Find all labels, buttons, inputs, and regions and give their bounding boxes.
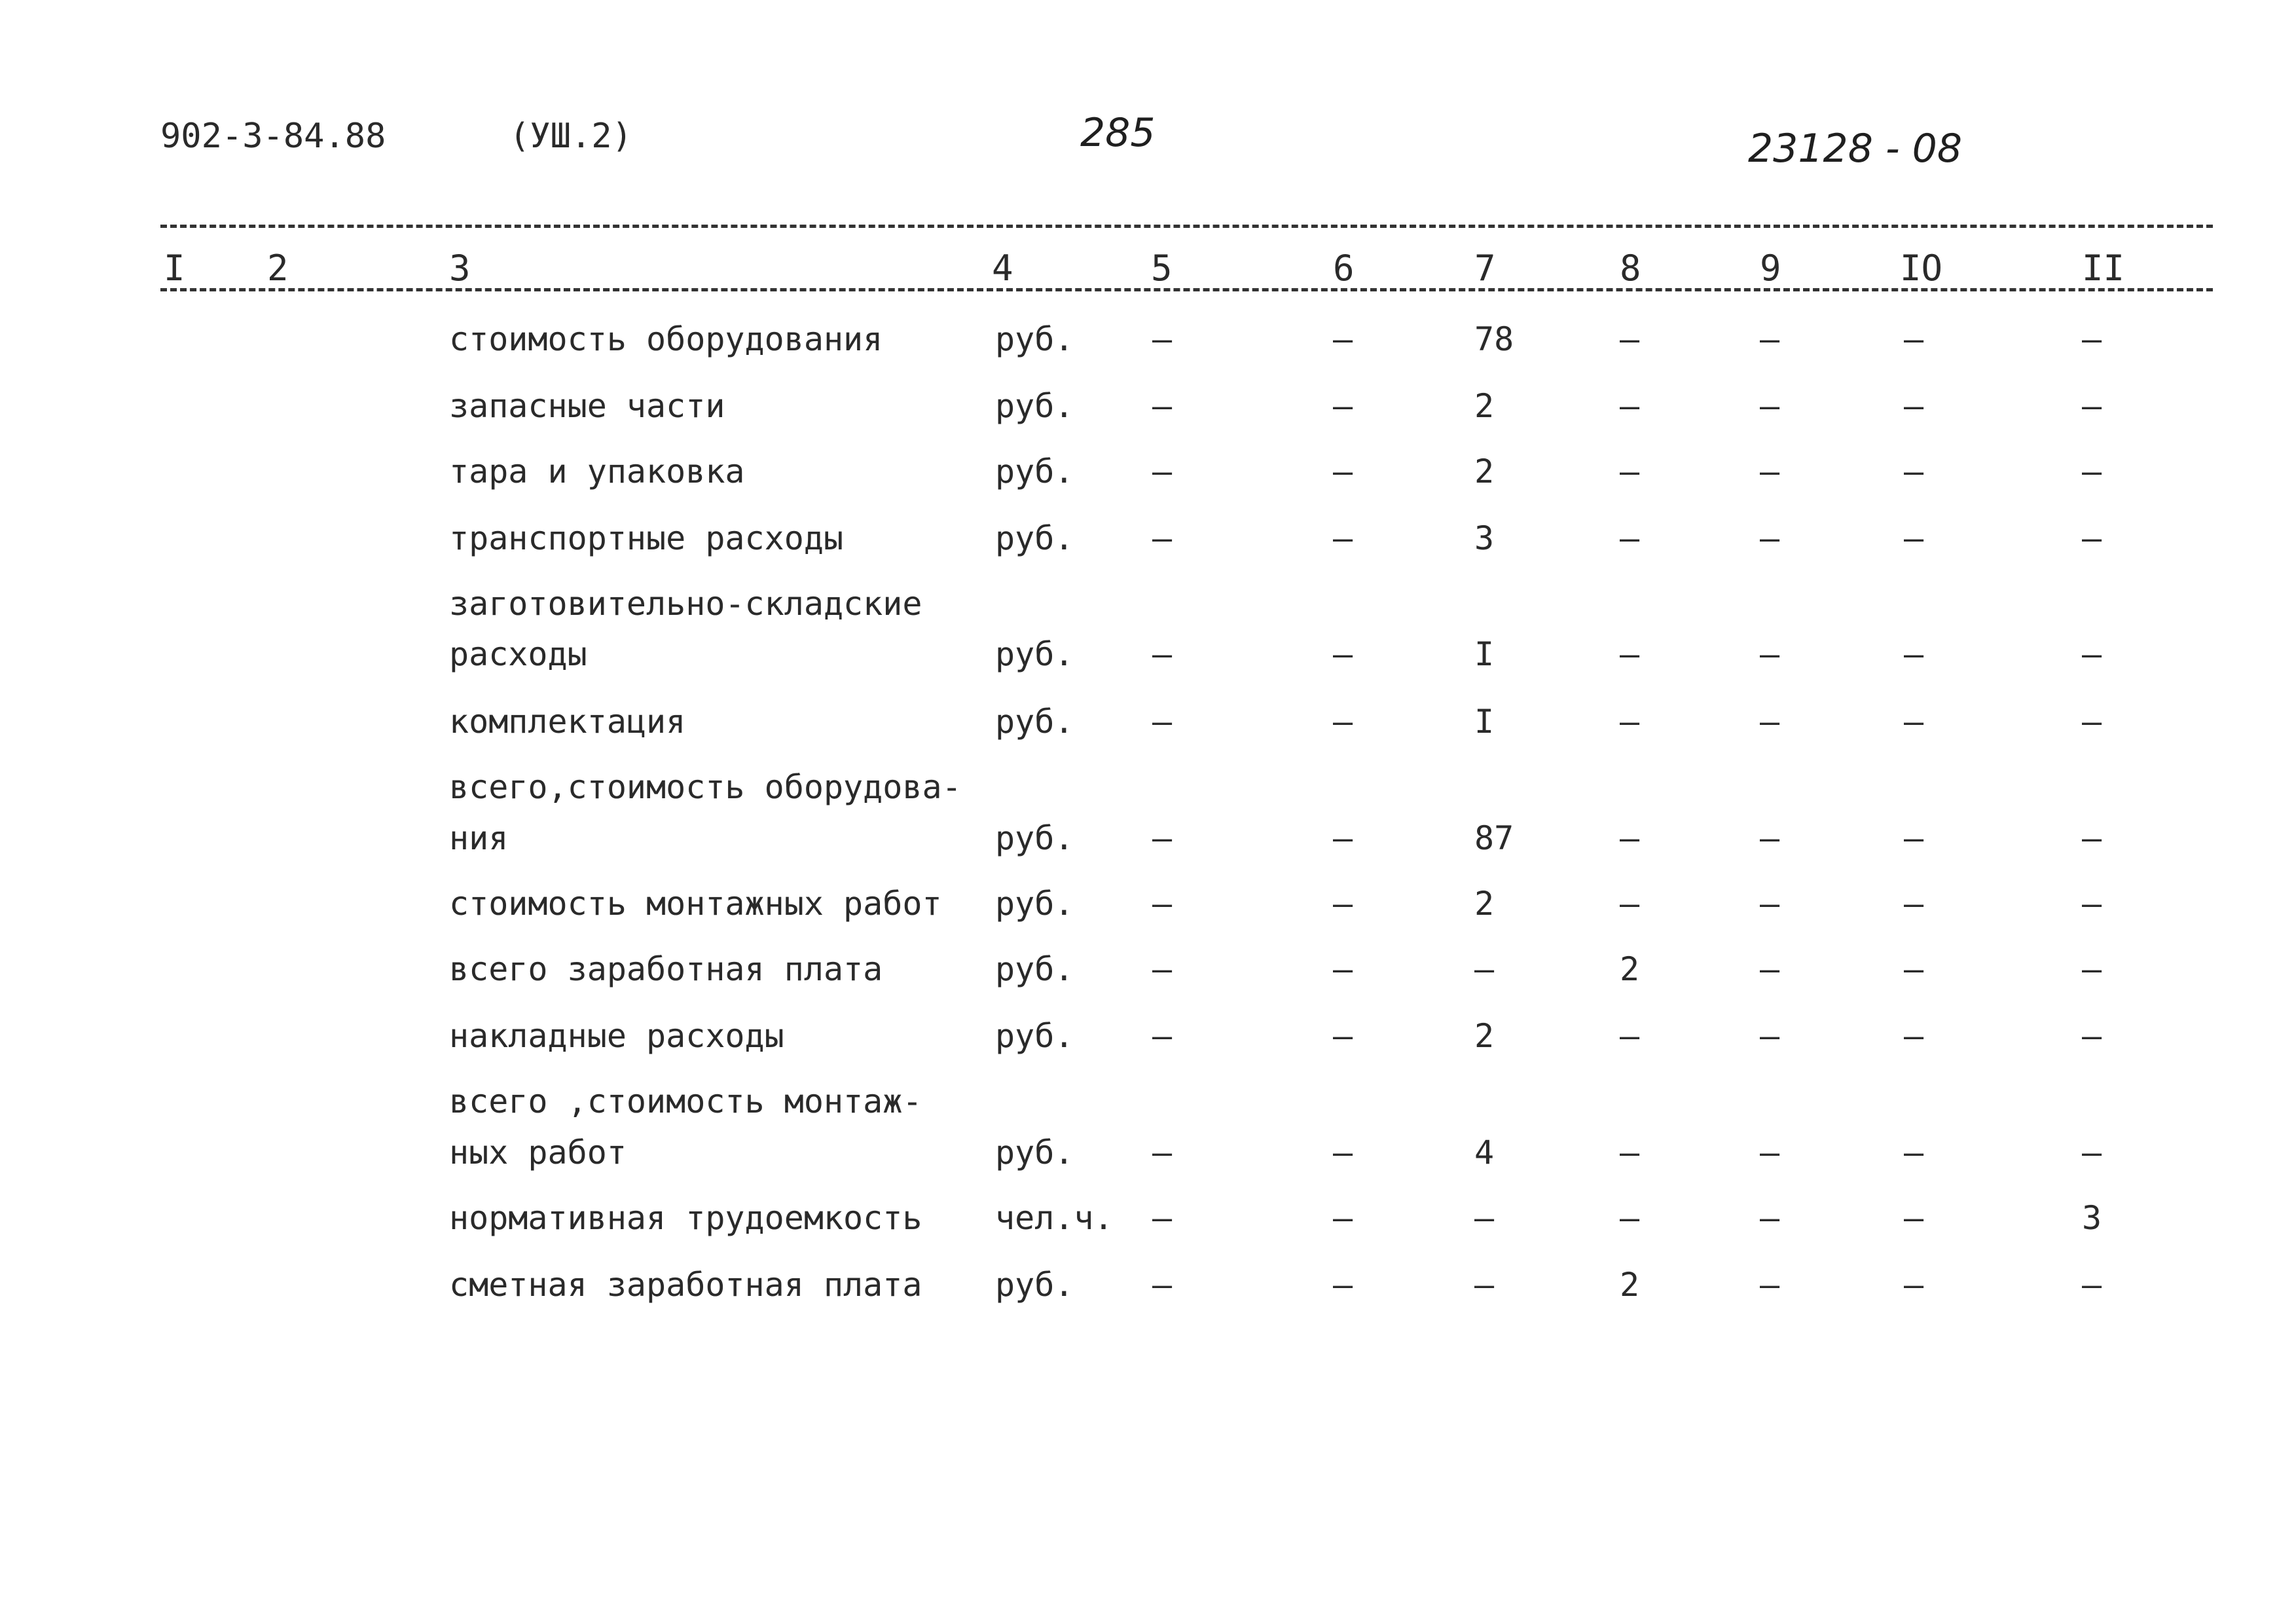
- cell-col-11: –: [2082, 703, 2102, 741]
- cell-col-5: –: [1152, 885, 1173, 923]
- cell-col-9: –: [1760, 1017, 1780, 1055]
- cell-col-6: –: [1333, 452, 1353, 490]
- cell-col-11: –: [2082, 1017, 2102, 1055]
- cell-col-8: –: [1620, 703, 1640, 741]
- column-number: 3: [449, 248, 471, 289]
- column-number: I: [164, 248, 185, 289]
- cell-col-10: –: [1904, 950, 1924, 988]
- column-number: 8: [1620, 248, 1641, 289]
- row-description: всего ,стоимость монтаж-: [449, 1082, 922, 1120]
- column-number: 7: [1474, 248, 1496, 289]
- cell-col-6: –: [1333, 819, 1353, 857]
- cell-col-11: 3: [2082, 1199, 2102, 1237]
- cell-col-11: –: [2082, 387, 2102, 425]
- cell-col-9: –: [1760, 1134, 1780, 1172]
- column-number: 9: [1760, 248, 1781, 289]
- cell-col-5: –: [1152, 950, 1173, 988]
- cell-col-5: –: [1152, 519, 1173, 557]
- cell-col-9: –: [1760, 452, 1780, 490]
- cell-col-9: –: [1760, 703, 1780, 741]
- row-description: накладные расходы: [449, 1017, 784, 1055]
- cell-col-7: 4: [1474, 1134, 1495, 1172]
- cell-col-6: –: [1333, 519, 1353, 557]
- cell-col-6: –: [1333, 635, 1353, 673]
- cell-col-11: –: [2082, 1266, 2102, 1304]
- cell-col-7: I: [1474, 635, 1495, 673]
- cell-col-8: –: [1620, 819, 1640, 857]
- row-unit: руб.: [995, 519, 1074, 557]
- cell-col-7: –: [1474, 1199, 1495, 1237]
- cell-col-8: –: [1620, 452, 1640, 490]
- cell-col-10: –: [1904, 519, 1924, 557]
- cell-col-10: –: [1904, 885, 1924, 923]
- cell-col-8: –: [1620, 387, 1640, 425]
- cell-col-5: –: [1152, 1199, 1173, 1237]
- row-description: комплектация: [449, 703, 686, 741]
- cell-col-5: –: [1152, 452, 1173, 490]
- cell-col-8: –: [1620, 885, 1640, 923]
- cell-col-10: –: [1904, 819, 1924, 857]
- row-unit: руб.: [995, 1266, 1074, 1304]
- row-description: сметная заработная плата: [449, 1266, 922, 1304]
- row-unit: чел.ч.: [995, 1199, 1114, 1237]
- cell-col-11: –: [2082, 1134, 2102, 1172]
- column-number: 5: [1151, 248, 1173, 289]
- document-code: 902-3-84.88: [160, 117, 386, 156]
- cell-col-10: –: [1904, 1134, 1924, 1172]
- row-unit: руб.: [995, 703, 1074, 741]
- column-number: II: [2082, 248, 2125, 289]
- cell-col-9: –: [1760, 635, 1780, 673]
- cell-col-11: –: [2082, 819, 2102, 857]
- cell-col-9: –: [1760, 950, 1780, 988]
- row-description: запасные части: [449, 387, 725, 425]
- cell-col-6: –: [1333, 320, 1353, 358]
- cell-col-11: –: [2082, 519, 2102, 557]
- cell-col-10: –: [1904, 1199, 1924, 1237]
- cell-col-5: –: [1152, 1134, 1173, 1172]
- cell-col-7: 2: [1474, 885, 1495, 923]
- cell-col-7: 2: [1474, 452, 1495, 490]
- cell-col-9: –: [1760, 885, 1780, 923]
- cell-col-8: –: [1620, 1017, 1640, 1055]
- cell-col-7: I: [1474, 703, 1495, 741]
- cell-col-5: –: [1152, 819, 1173, 857]
- row-unit: руб.: [995, 1134, 1074, 1172]
- cell-col-8: –: [1620, 519, 1640, 557]
- cell-col-9: –: [1760, 819, 1780, 857]
- cell-col-8: –: [1620, 320, 1640, 358]
- cell-col-6: –: [1333, 1134, 1353, 1172]
- row-description: всего заработная плата: [449, 950, 883, 988]
- cell-col-9: –: [1760, 387, 1780, 425]
- row-description: транспортные расходы: [449, 519, 844, 557]
- cell-col-10: –: [1904, 635, 1924, 673]
- cell-col-6: –: [1333, 387, 1353, 425]
- column-number: 2: [267, 248, 289, 289]
- cell-col-7: 87: [1474, 819, 1514, 857]
- row-description: всего,стоимость оборудова-: [449, 768, 962, 806]
- row-description: стоимость оборудования: [449, 320, 883, 358]
- cell-col-10: –: [1904, 320, 1924, 358]
- cell-col-9: –: [1760, 1199, 1780, 1237]
- cell-col-6: –: [1333, 1266, 1353, 1304]
- cell-col-11: –: [2082, 452, 2102, 490]
- cell-col-5: –: [1152, 387, 1173, 425]
- table-top-rule: [160, 225, 2213, 228]
- cell-col-6: –: [1333, 703, 1353, 741]
- row-description: стоимость монтажных работ: [449, 885, 942, 923]
- cell-col-10: –: [1904, 1017, 1924, 1055]
- cell-col-7: 2: [1474, 387, 1495, 425]
- column-number: IO: [1900, 248, 1943, 289]
- cell-col-5: –: [1152, 703, 1173, 741]
- row-description-continuation: ных работ: [449, 1134, 627, 1172]
- cell-col-5: –: [1152, 1266, 1173, 1304]
- row-description: тара и упаковка: [449, 452, 745, 490]
- row-unit: руб.: [995, 950, 1074, 988]
- cell-col-9: –: [1760, 1266, 1780, 1304]
- cell-col-6: –: [1333, 950, 1353, 988]
- cell-col-8: –: [1620, 1199, 1640, 1237]
- row-description-continuation: ния: [449, 819, 509, 857]
- table-header-rule: [160, 288, 2213, 291]
- cell-col-7: 2: [1474, 1017, 1495, 1055]
- cell-col-9: –: [1760, 320, 1780, 358]
- row-unit: руб.: [995, 1017, 1074, 1055]
- page-number: 285: [1080, 110, 1156, 156]
- cell-col-7: 3: [1474, 519, 1495, 557]
- row-description: заготовительно-складские: [449, 585, 922, 623]
- row-description-continuation: расходы: [449, 635, 587, 673]
- row-unit: руб.: [995, 635, 1074, 673]
- cell-col-9: –: [1760, 519, 1780, 557]
- row-unit: руб.: [995, 387, 1074, 425]
- cell-col-8: 2: [1620, 950, 1640, 988]
- column-number: 6: [1333, 248, 1355, 289]
- cell-col-11: –: [2082, 885, 2102, 923]
- row-unit: руб.: [995, 819, 1074, 857]
- cell-col-7: –: [1474, 950, 1495, 988]
- cell-col-6: –: [1333, 1017, 1353, 1055]
- cell-col-5: –: [1152, 1017, 1173, 1055]
- cell-col-10: –: [1904, 703, 1924, 741]
- cell-col-6: –: [1333, 885, 1353, 923]
- cell-col-11: –: [2082, 320, 2102, 358]
- cell-col-8: –: [1620, 635, 1640, 673]
- row-unit: руб.: [995, 320, 1074, 358]
- column-number: 4: [992, 248, 1013, 289]
- row-unit: руб.: [995, 452, 1074, 490]
- cell-col-8: –: [1620, 1134, 1640, 1172]
- section-number: (УШ.2): [509, 117, 632, 156]
- cell-col-6: –: [1333, 1199, 1353, 1237]
- cell-col-10: –: [1904, 1266, 1924, 1304]
- cell-col-11: –: [2082, 950, 2102, 988]
- cell-col-7: 78: [1474, 320, 1514, 358]
- cell-col-5: –: [1152, 635, 1173, 673]
- cell-col-11: –: [2082, 635, 2102, 673]
- cell-col-10: –: [1904, 452, 1924, 490]
- cell-col-8: 2: [1620, 1266, 1640, 1304]
- cell-col-7: –: [1474, 1266, 1495, 1304]
- cell-col-10: –: [1904, 387, 1924, 425]
- row-description: нормативная трудоемкость: [449, 1199, 922, 1237]
- cell-col-5: –: [1152, 320, 1173, 358]
- row-unit: руб.: [995, 885, 1074, 923]
- registration-stamp: 23128 - 08: [1748, 126, 1963, 172]
